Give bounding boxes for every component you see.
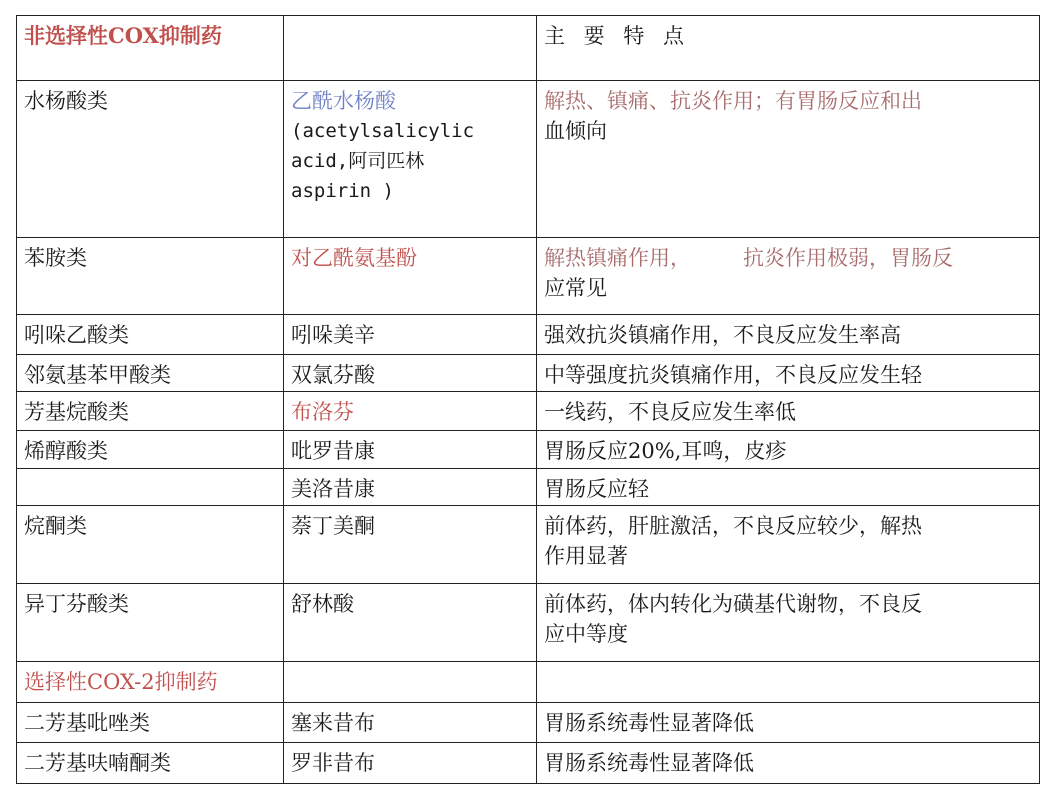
table-row xyxy=(17,355,1040,392)
feature-cell xyxy=(537,238,1040,315)
feature-line: 前体药，肝脏激活，不良反应较少，解热 xyxy=(544,514,922,538)
feature-cell: 胃肠反应20%,耳鸣，皮疹 xyxy=(537,431,1040,469)
drug-cell xyxy=(284,81,537,238)
feature-cell xyxy=(537,81,1040,238)
table-row xyxy=(17,315,1040,355)
header-nonselective-cox: 非选择性COX抑制药 xyxy=(17,16,284,81)
table-row xyxy=(17,469,1040,506)
feature-line: 血倾向 xyxy=(544,119,607,143)
feature-part: 抗炎作用极弱，胃肠反 xyxy=(743,246,953,270)
class-name-cell: 邻氨基苯甲酸类 xyxy=(17,355,284,392)
feature-cell: 中等强度抗炎镇痛作用，不良反应发生轻 xyxy=(537,355,1040,392)
header-main-features: 主 要 特 点 xyxy=(537,16,1040,81)
table-row xyxy=(17,392,1040,431)
feature-cell: 强效抗炎镇痛作用，不良反应发生率高 xyxy=(537,315,1040,355)
table-row xyxy=(17,743,1040,784)
drug-cell: 塞来昔布 xyxy=(284,703,537,743)
feature-line: 应常见 xyxy=(544,276,607,300)
class-name-cell: 二芳基呋喃酮类 xyxy=(17,743,284,784)
feature-cell: 胃肠反应轻 xyxy=(537,469,1040,506)
section-header-row xyxy=(17,662,1040,703)
empty-cell xyxy=(284,662,537,703)
drug-cell: 双氯芬酸 xyxy=(284,355,537,392)
class-name-cell: 苯胺类 xyxy=(17,238,284,315)
drug-classification-table xyxy=(16,15,1040,784)
drug-name-alias: acid,阿司匹林 xyxy=(291,150,425,172)
drug-cell: 舒林酸 xyxy=(284,584,537,662)
section-title-selective-cox2: 选择性COX-2抑制药 xyxy=(17,662,284,703)
class-name-cell: 吲哚乙酸类 xyxy=(17,315,284,355)
class-name-cell xyxy=(17,469,284,506)
table-row xyxy=(17,238,1040,315)
drug-cell: 吡罗昔康 xyxy=(284,431,537,469)
feature-cell xyxy=(537,506,1040,584)
drug-cell: 吲哚美辛 xyxy=(284,315,537,355)
feature-line: 应中等度 xyxy=(544,622,628,646)
table-header-row xyxy=(17,16,1040,81)
feature-line xyxy=(544,243,1032,273)
feature-cell: 一线药，不良反应发生率低 xyxy=(537,392,1040,431)
feature-line: 作用显著 xyxy=(544,544,628,568)
table-row xyxy=(17,506,1040,584)
drug-cell: 美洛昔康 xyxy=(284,469,537,506)
drug-cell: 布洛芬 xyxy=(284,392,537,431)
drug-name-en2: aspirin ) xyxy=(291,180,394,202)
class-name-cell: 异丁芬酸类 xyxy=(17,584,284,662)
drug-cell: 对乙酰氨基酚 xyxy=(284,238,537,315)
feature-cell xyxy=(537,584,1040,662)
drug-cell: 萘丁美酮 xyxy=(284,506,537,584)
table-row xyxy=(17,81,1040,238)
class-name-cell: 二芳基吡唑类 xyxy=(17,703,284,743)
table-row xyxy=(17,584,1040,662)
feature-cell: 胃肠系统毒性显著降低 xyxy=(537,703,1040,743)
feature-part: 解热镇痛作用， xyxy=(544,246,691,270)
table-row xyxy=(17,703,1040,743)
class-name-cell: 烷酮类 xyxy=(17,506,284,584)
header-empty xyxy=(284,16,537,81)
feature-cell: 胃肠系统毒性显著降低 xyxy=(537,743,1040,784)
class-name-cell: 水杨酸类 xyxy=(17,81,284,238)
empty-cell xyxy=(537,662,1040,703)
class-name-cell: 芳基烷酸类 xyxy=(17,392,284,431)
table-row xyxy=(17,431,1040,469)
drug-name-cn: 乙酰水杨酸 xyxy=(291,89,396,113)
drug-name-en: (acetylsalicylic xyxy=(291,120,475,142)
class-name-cell: 烯醇酸类 xyxy=(17,431,284,469)
drug-cell: 罗非昔布 xyxy=(284,743,537,784)
feature-line: 前体药，体内转化为磺基代谢物，不良反 xyxy=(544,592,922,616)
feature-line: 解热、镇痛、抗炎作用；有胃肠反应和出 xyxy=(544,89,922,113)
